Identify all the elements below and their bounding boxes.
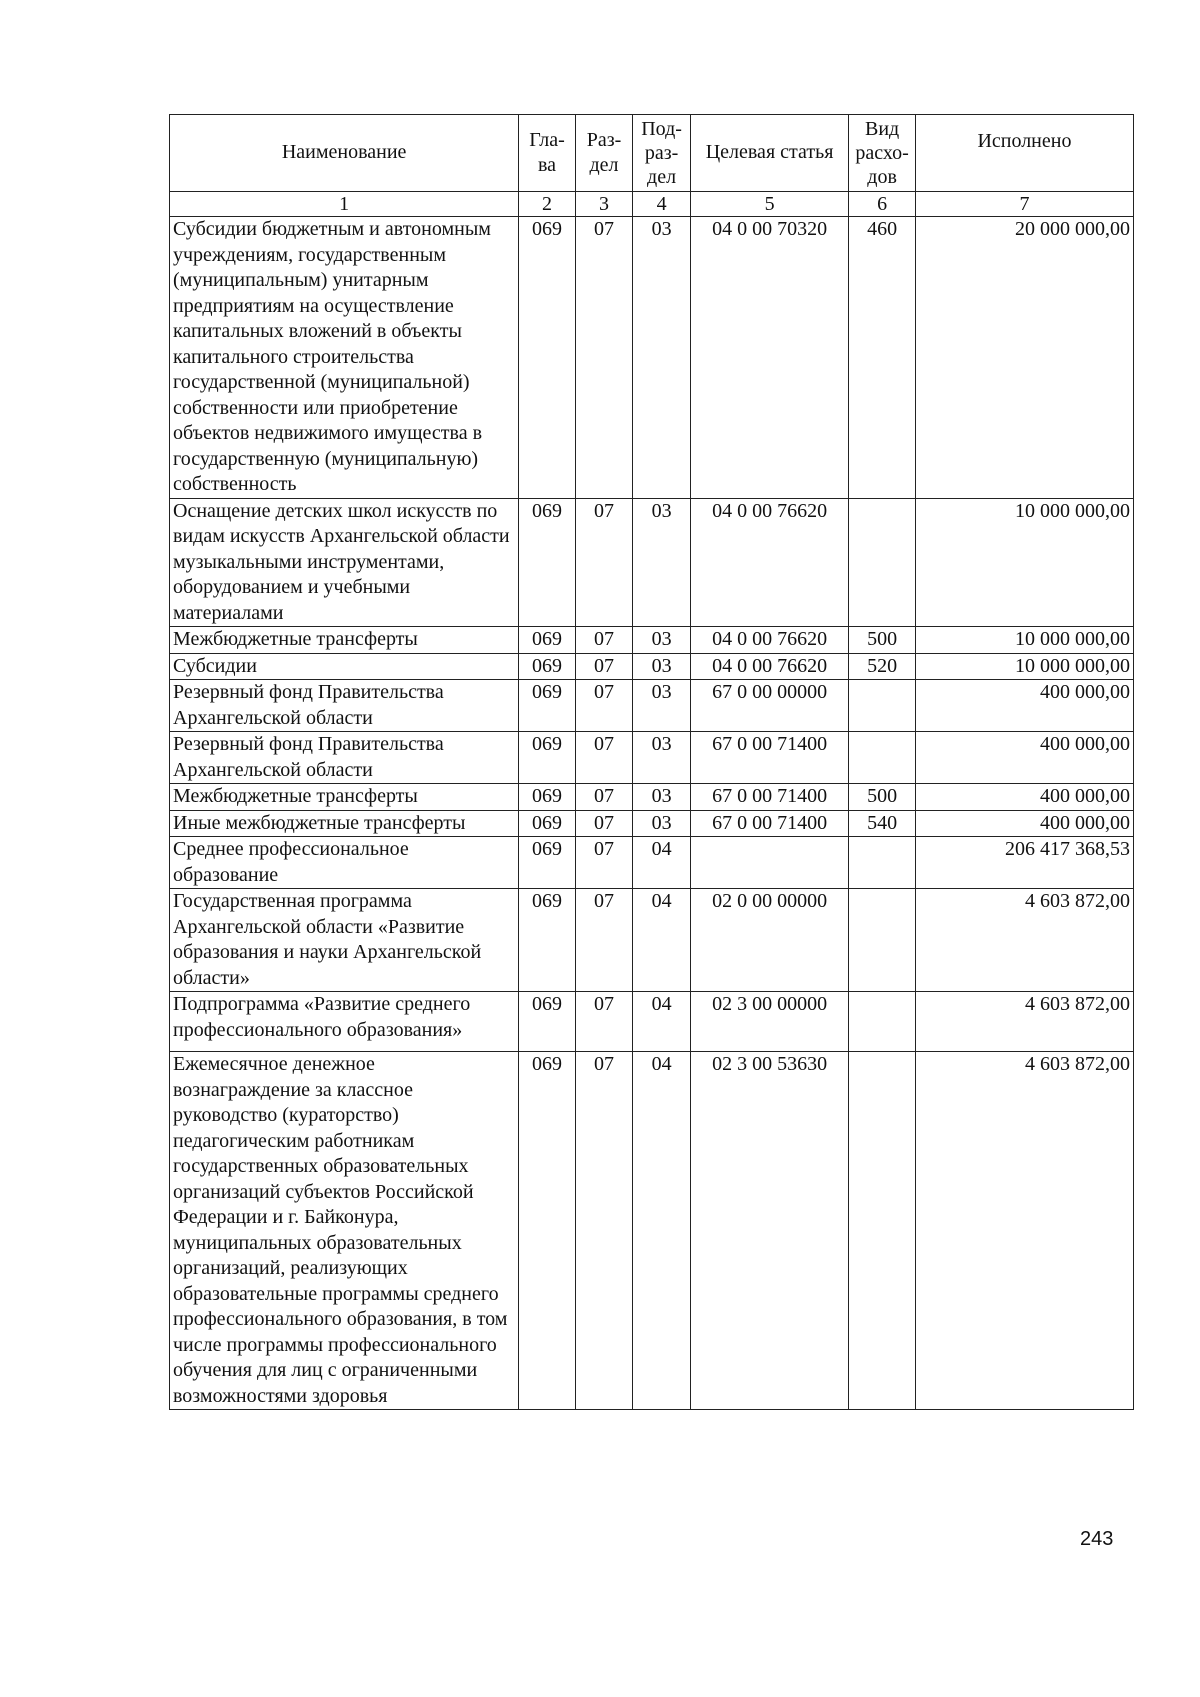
row-subsection: 03 bbox=[633, 732, 691, 784]
row-chapter: 069 bbox=[519, 627, 576, 654]
row-subsection: 04 bbox=[633, 837, 691, 889]
row-name: Оснащение детских школ искусств по видам искусств Архангельской области музыкальными инструментами, оборудованием и учебными материалами bbox=[170, 498, 519, 627]
row-name: Иные межбюджетные трансферты bbox=[170, 810, 519, 837]
table-row bbox=[170, 627, 1134, 654]
row-executed: 4 603 872,00 bbox=[915, 1052, 1133, 1410]
table-row bbox=[170, 732, 1134, 784]
row-subsection: 03 bbox=[633, 653, 691, 680]
table-row bbox=[170, 784, 1134, 811]
row-section: 07 bbox=[575, 784, 633, 811]
row-expense-type bbox=[849, 1052, 916, 1410]
column-number: 7 bbox=[915, 192, 1133, 217]
row-subsection: 03 bbox=[633, 784, 691, 811]
row-section: 07 bbox=[575, 810, 633, 837]
row-name: Резервный фонд Правительства Архангельской области bbox=[170, 732, 519, 784]
row-section: 07 bbox=[575, 498, 633, 627]
table-header-row bbox=[170, 115, 1134, 192]
row-section: 07 bbox=[575, 992, 633, 1052]
row-section: 07 bbox=[575, 680, 633, 732]
row-executed: 400 000,00 bbox=[915, 680, 1133, 732]
row-subsection: 04 bbox=[633, 889, 691, 992]
column-number: 2 bbox=[519, 192, 576, 217]
row-subsection: 04 bbox=[633, 992, 691, 1052]
row-executed: 400 000,00 bbox=[915, 784, 1133, 811]
page-number: 243 bbox=[1080, 1528, 1114, 1550]
row-chapter: 069 bbox=[519, 889, 576, 992]
row-expense-type bbox=[849, 837, 916, 889]
row-expense-type: 500 bbox=[849, 784, 916, 811]
row-chapter: 069 bbox=[519, 992, 576, 1052]
table-row bbox=[170, 837, 1134, 889]
row-subsection: 03 bbox=[633, 680, 691, 732]
table-row bbox=[170, 498, 1134, 627]
header-expense-type: Вид расхо- дов bbox=[849, 115, 916, 192]
row-section: 07 bbox=[575, 1052, 633, 1410]
row-section: 07 bbox=[575, 732, 633, 784]
header-chapter: Гла- ва bbox=[519, 115, 576, 192]
row-target: 04 0 00 70320 bbox=[690, 217, 848, 499]
row-name: Межбюджетные трансферты bbox=[170, 784, 519, 811]
row-subsection: 04 bbox=[633, 1052, 691, 1410]
row-name: Субсидии bbox=[170, 653, 519, 680]
row-executed: 4 603 872,00 bbox=[915, 889, 1133, 992]
row-chapter: 069 bbox=[519, 1052, 576, 1410]
row-expense-type bbox=[849, 889, 916, 992]
row-subsection: 03 bbox=[633, 217, 691, 499]
row-expense-type bbox=[849, 680, 916, 732]
row-name: Резервный фонд Правительства Архангельской области bbox=[170, 680, 519, 732]
row-expense-type: 540 bbox=[849, 810, 916, 837]
row-executed: 10 000 000,00 bbox=[915, 627, 1133, 654]
row-target: 04 0 00 76620 bbox=[690, 627, 848, 654]
row-section: 07 bbox=[575, 837, 633, 889]
row-executed: 10 000 000,00 bbox=[915, 653, 1133, 680]
row-expense-type: 500 bbox=[849, 627, 916, 654]
row-chapter: 069 bbox=[519, 653, 576, 680]
row-target bbox=[690, 837, 848, 889]
row-chapter: 069 bbox=[519, 498, 576, 627]
row-target: 67 0 00 00000 bbox=[690, 680, 848, 732]
header-name: Наименование bbox=[170, 115, 519, 192]
header-section: Раз- дел bbox=[575, 115, 633, 192]
row-executed: 10 000 000,00 bbox=[915, 498, 1133, 627]
row-chapter: 069 bbox=[519, 810, 576, 837]
row-section: 07 bbox=[575, 627, 633, 654]
row-name: Подпрограмма «Развитие среднего профессионального образования» bbox=[170, 992, 519, 1052]
column-number: 1 bbox=[170, 192, 519, 217]
row-section: 07 bbox=[575, 217, 633, 499]
table-row bbox=[170, 680, 1134, 732]
row-section: 07 bbox=[575, 889, 633, 992]
row-name: Межбюджетные трансферты bbox=[170, 627, 519, 654]
column-number-row bbox=[170, 192, 1134, 217]
row-chapter: 069 bbox=[519, 784, 576, 811]
column-number: 3 bbox=[575, 192, 633, 217]
column-number: 4 bbox=[633, 192, 691, 217]
row-chapter: 069 bbox=[519, 680, 576, 732]
row-target: 02 3 00 00000 bbox=[690, 992, 848, 1052]
column-number: 5 bbox=[690, 192, 848, 217]
row-target: 04 0 00 76620 bbox=[690, 498, 848, 627]
row-executed: 400 000,00 bbox=[915, 810, 1133, 837]
row-subsection: 03 bbox=[633, 498, 691, 627]
row-expense-type: 520 bbox=[849, 653, 916, 680]
row-name: Субсидии бюджетным и автономным учреждениям, государственным (муниципальным) унитарным предприятиям на осуществление капитальных вложений в объекты капитального строительства государственной (муниципальной) собственности или приобретение объектов недвижимого имущества в государственную (муниципальную) собственность bbox=[170, 217, 519, 499]
table-row bbox=[170, 810, 1134, 837]
row-expense-type bbox=[849, 498, 916, 627]
table-row bbox=[170, 217, 1134, 499]
row-name: Ежемесячное денежное вознаграждение за классное руководство (кураторство) педагогическим работникам государственных образовательных организаций субъектов Российской Федерации и г. Байконура, муниципальных образовательных организаций, реализующих образовательные программы среднего профессионального образования, в том числе программы профессионального обучения для лиц с ограниченными возможностями здоровья bbox=[170, 1052, 519, 1410]
row-chapter: 069 bbox=[519, 837, 576, 889]
budget-table bbox=[169, 114, 1134, 1410]
row-executed: 20 000 000,00 bbox=[915, 217, 1133, 499]
row-section: 07 bbox=[575, 653, 633, 680]
row-expense-type bbox=[849, 992, 916, 1052]
row-name: Государственная программа Архангельской области «Развитие образования и науки Архангельской области» bbox=[170, 889, 519, 992]
row-target: 02 0 00 00000 bbox=[690, 889, 848, 992]
header-executed: Исполнено bbox=[915, 115, 1133, 192]
row-target: 02 3 00 53630 bbox=[690, 1052, 848, 1410]
header-subsection: Под- раз- дел bbox=[633, 115, 691, 192]
row-name: Среднее профессиональное образование bbox=[170, 837, 519, 889]
row-chapter: 069 bbox=[519, 732, 576, 784]
row-executed: 400 000,00 bbox=[915, 732, 1133, 784]
row-target: 67 0 00 71400 bbox=[690, 810, 848, 837]
row-subsection: 03 bbox=[633, 627, 691, 654]
header-target: Целевая статья bbox=[690, 115, 848, 192]
column-number: 6 bbox=[849, 192, 916, 217]
table-row bbox=[170, 889, 1134, 992]
row-target: 67 0 00 71400 bbox=[690, 784, 848, 811]
row-executed: 206 417 368,53 bbox=[915, 837, 1133, 889]
row-executed: 4 603 872,00 bbox=[915, 992, 1133, 1052]
row-expense-type: 460 bbox=[849, 217, 916, 499]
row-chapter: 069 bbox=[519, 217, 576, 499]
row-target: 04 0 00 76620 bbox=[690, 653, 848, 680]
table-row bbox=[170, 653, 1134, 680]
table-row bbox=[170, 992, 1134, 1052]
row-expense-type bbox=[849, 732, 916, 784]
table-row bbox=[170, 1052, 1134, 1410]
row-subsection: 03 bbox=[633, 810, 691, 837]
row-target: 67 0 00 71400 bbox=[690, 732, 848, 784]
